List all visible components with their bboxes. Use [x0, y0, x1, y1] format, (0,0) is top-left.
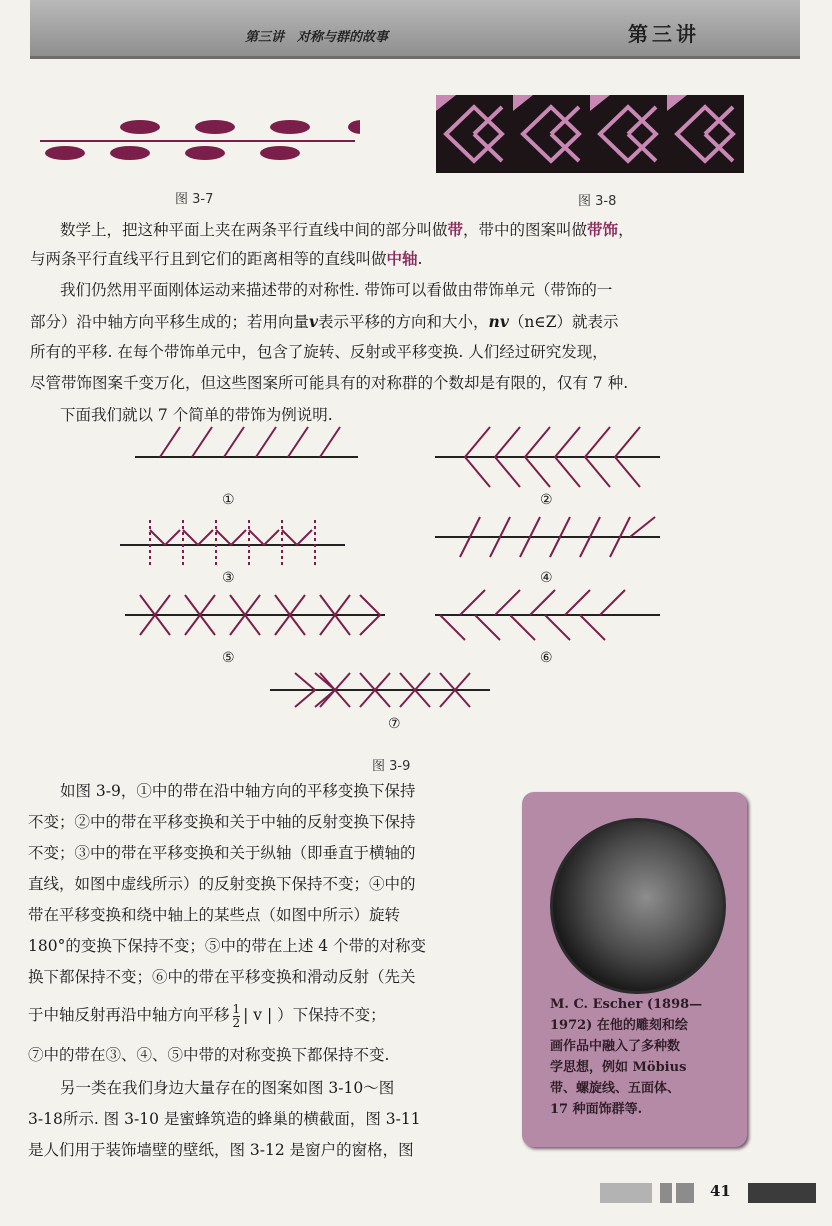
- text-run: 表示平移的方向和大小，: [318, 313, 489, 331]
- text-run: 数学上，把这种平面上夹在两条平行直线中间的部分叫做: [60, 221, 448, 239]
- frieze-4: [435, 517, 660, 557]
- paragraph-1-line-1: [60, 214, 634, 246]
- text-run: ，带中的图案叫做: [463, 221, 588, 239]
- figure-3-8-pattern: [436, 95, 744, 173]
- text-run: 于中轴反射再沿中轴方向平移: [28, 1006, 230, 1024]
- paragraph-4-line-3: 不变；③中的带在平移变换和关于纵轴（即垂直于横轴的: [28, 844, 416, 862]
- text-run: .: [417, 250, 423, 268]
- sidebar-line: 1972) 在他的雕刻和绘: [550, 1018, 688, 1033]
- paragraph-4-line-5: 带在平移变换和绕中轴上的某些点（如图中所示）旋转: [28, 906, 401, 924]
- fraction-numerator: 1: [232, 1001, 241, 1016]
- figure-3-9-label-2: ②: [540, 492, 553, 508]
- text-run: | v | ）下保持不变；: [243, 1006, 386, 1024]
- paragraph-5-line-1: 另一类在我们身边大量存在的图案如图 3-10～图: [60, 1079, 395, 1097]
- frieze-3: [120, 520, 345, 565]
- paragraph-5-line-3: 是人们用于装饰墙壁的壁纸，图 3-12 是窗户的窗格，图: [28, 1141, 414, 1159]
- paragraph-2-line-2: [30, 306, 619, 338]
- escher-portrait: [550, 818, 726, 994]
- text-run: 部分）沿中轴方向平移生成的；若用向量: [30, 313, 310, 331]
- paragraph-2-line-3: 所有的平移. 在每个带饰单元中，包含了旋转、反射或平移变换. 人们经过研究发现，: [30, 343, 608, 361]
- frieze-6: [435, 590, 660, 640]
- figure-3-9-friezes: [110, 425, 680, 735]
- footer-bar: [600, 1183, 652, 1203]
- term-band-ornament: 带饰: [587, 220, 619, 239]
- paragraph-4-line-7: 换下都保持不变；⑥中的带在平移变换和滑动反射（先关: [28, 968, 416, 986]
- figure-3-9-label-5: ⑤: [222, 650, 235, 666]
- frieze-1: [135, 427, 358, 457]
- figure-3-7-footprints: [40, 115, 360, 165]
- figure-3-9-label-7: ⑦: [388, 716, 401, 732]
- figure-3-9-caption: 图 3-9: [372, 759, 411, 774]
- frieze-2: [435, 427, 660, 487]
- frieze-5: [125, 595, 385, 635]
- sidebar-line: 学思想，例如 Möbius: [550, 1060, 687, 1075]
- paragraph-4-line-1: 如图 3-9，①中的带在沿中轴方向的平移变换下保持: [60, 782, 416, 800]
- header-chapter: 第三讲: [628, 22, 700, 46]
- figure-3-9-label-6: ⑥: [540, 650, 553, 666]
- figure-3-9-label-4: ④: [540, 570, 553, 586]
- paragraph-4-line-6: 180°的变换下保持不变；⑤中的带在上述 4 个带的对称变: [28, 937, 427, 955]
- paragraph-3-line-1: 下面我们就以 7 个简单的带饰为例说明.: [60, 406, 333, 424]
- term-band: 带: [447, 220, 464, 239]
- paragraph-4-line-4: 直线，如图中虚线所示）的反射变换下保持不变；④中的: [28, 875, 416, 893]
- paragraph-2-line-1: 我们仍然用平面刚体运动来描述带的对称性. 带饰可以看做由带饰单元（带饰的一: [60, 281, 613, 299]
- footer-bar: [660, 1183, 672, 1203]
- figure-3-8-caption: 图 3-8: [578, 194, 617, 209]
- paragraph-4-line-2: 不变；②中的带在平移变换和关于中轴的反射变换下保持: [28, 813, 416, 831]
- page-header: [30, 0, 800, 59]
- sidebar-line: 带、螺旋线、五面体、: [550, 1081, 681, 1096]
- footer-bar: [748, 1183, 816, 1203]
- vector-nv: nv: [488, 312, 509, 331]
- vector-v: v: [309, 312, 319, 331]
- footer-bar: [676, 1183, 694, 1203]
- figure-3-9-label-3: ③: [222, 570, 235, 586]
- fraction-half: [233, 1003, 241, 1030]
- figure-3-7-caption: 图 3-7: [175, 192, 214, 207]
- paragraph-1-line-2: [30, 243, 422, 275]
- term-axis: 中轴: [386, 249, 418, 268]
- text-run: 与两条平行直线平行且到它们的距离相等的直线叫做: [30, 250, 387, 268]
- sidebar-line: 画作品中融入了多种数: [550, 1039, 681, 1054]
- paragraph-5-line-2: 3-18所示. 图 3-10 是蜜蜂筑造的蜂巢的横截面，图 3-11: [28, 1110, 421, 1128]
- sidebar-escher-box: [522, 792, 747, 1147]
- paragraph-2-line-4: 尽管带饰图案千变万化，但这些图案所可能具有的对称群的个数却是有限的，仅有 7 种.: [30, 374, 629, 392]
- sidebar-line: M. C. Escher (1898—: [550, 997, 703, 1012]
- frieze-7: [270, 673, 490, 707]
- sidebar-line: 17 种面饰群等.: [550, 1102, 643, 1117]
- fraction-denominator: 2: [232, 1015, 241, 1030]
- paragraph-4-line-8: [28, 1000, 386, 1031]
- text-run: ，: [618, 221, 634, 239]
- header-title: 第三讲 对称与群的故事: [245, 30, 389, 45]
- figure-3-9-label-1: ①: [222, 492, 235, 508]
- text-run: （n∈Z）就表示: [508, 313, 619, 331]
- paragraph-4-line-9: ⑦中的带在③、④、⑤中带的对称变换下都保持不变.: [28, 1046, 390, 1064]
- sidebar-text: [550, 994, 730, 1120]
- page-number: 41: [710, 1182, 731, 1200]
